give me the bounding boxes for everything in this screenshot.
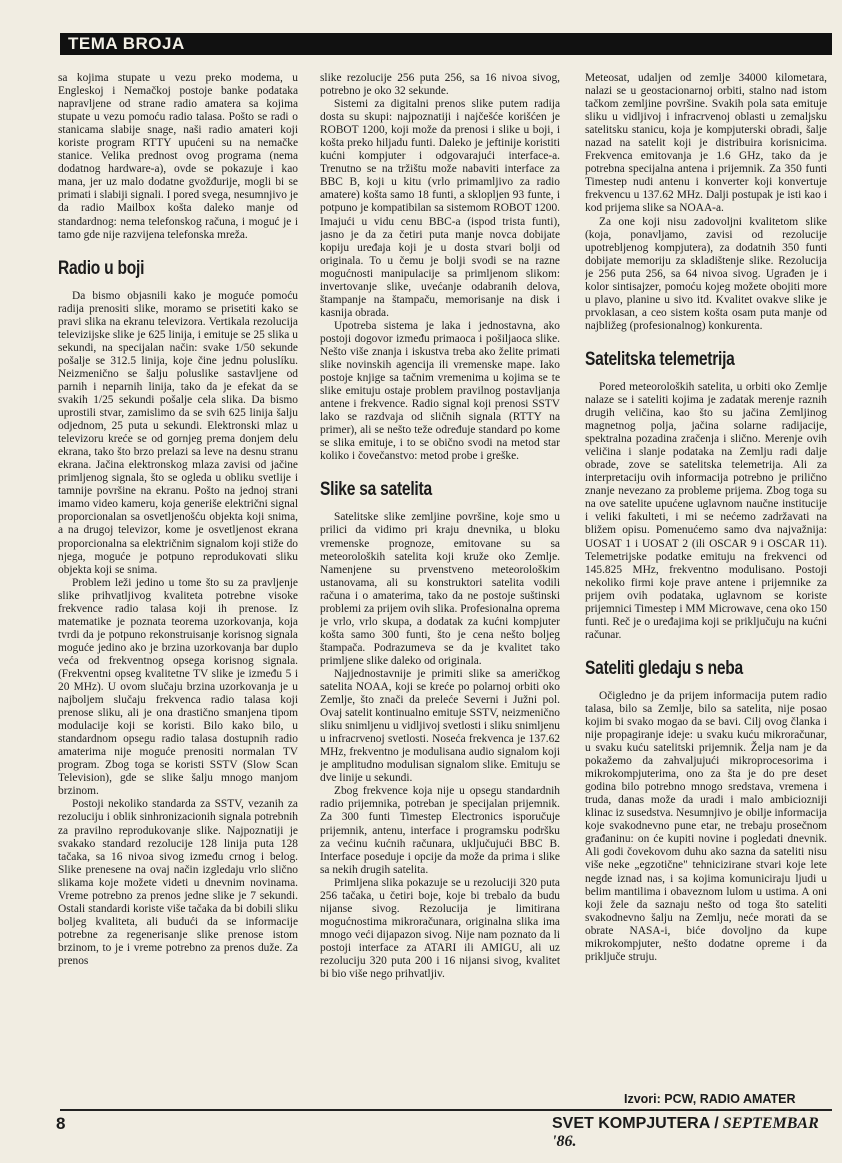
paragraph: Postoji nekoliko standarda za SSTV, vezanih za rezoluciju i oblik sinhronizacionih signala potrebnih za pravilno reprodukovanje slike. Najpoznatiji je svakako standard rezolucije 128 linija puta 128 tačaka, sa 16 nivoa sivog između crnog i belog. Slike prenesene na ovaj način izgledaju vrlo slično slikama koje možete videti u dnevnim novinama. Vreme potrebno za prenos jedne slike je 7 sekundi. Ostali standardi koriste više tačaka da bi dobili sliku boljeg kvaliteta, ali budući da se informacije potrebne za regenerisanje slike prenose istom brzinom, to je i vreme potrebno za prenos duže. Za prenos [58,798,298,967]
paragraph: Meteosat, udaljen od zemlje 34000 kilometara, nalazi se u geostacionarnoj orbiti, stalno nad istom tačkom zemljine površine. Svakih pola sata emituje sliku u vidljivoj i infracrvenoj oblasti u zemaljsku satelitsku stanicu, koja je kompjuterski obradi, šalje nazad na satelit koji je distribuira korisnicima. Frekvenca emitovanja je 1.6 GHz, tako da je potrebna specijalna antena i prijemnik. Za 350 funti Timestep nudi antenu i konverter koji konvertuje frekvencu u 137.62 MHz. Dalji postupak je isti kao i kod prijema slike sa NOAA-a. [585,72,827,215]
paragraph: Pored meteoroloških satelita, u orbiti oko Zemlje nalaze se i sateliti kojima je zadatak merenje raznih drugih veličina, kao što su jačina Zemljinog magnetnog polja, jačina solarne radijacije, spektralna pozadina zračenja i slično. Merenje ovih veličina i slanje podataka na Zemlju radi dalje obrade, zove se satelitska telemetrija. Ali za interpretaciju ovih informacija potrebno je prilično znanje nevezano za probleme prijema. Zbog toga su na ove satelite upućene uglavnom naučne institucije i veliki fakulteti, i mi se nećemo zadržavati na bližem opisu. Pomenućemo samo dva najvažnija: UOSAT 1 i UOSAT 2 (ili OSCAR 9 i OSCAR 11). Telemetrijske podatke emituju na frekvenci od 145.825 MHz, frekventno modulisano. Postoji nekoliko firmi koje prave antene i prijemnike za prijem ovih podataka, uglavnom se koriste prijemnici Timestep i MM Microwave, cena oko 150 funti. Reč je o uređajima koji se priključuju na kućni računar. [585,380,827,641]
column-3 [585,72,827,1072]
footer-rule [60,1109,832,1111]
section-label: TEMA BROJA [68,34,185,53]
magazine-footer [552,1115,842,1151]
paragraph: Očigledno je da prijem informacija putem radio talasa, bilo sa Zemlje, bilo sa satelita, nije posao kojim bi svako mogao da se bavi. Cilj ovog članka i nije propagiranje ideje: u svaku kuću mikroračunar, u svaku kuću satelitski prijemnik. Želja nam je da pokažemo da zahvaljujući mikroprocesorima i mikrokompjuterima, ono za šta je do pre deset godina bilo potrebno mnogo sredstava, vremena i truda, danas može da uradi i malo ambiciozniji klinac iz susedstva. Nesumnjivo je obilje informacija koje svakodnevno pune etar, ne trebaju prosečnom građaninu: on će kupiti novine i pogledati dnevnik. Ali godi čovekovom duhu ako sazna da sateliti nisu više neke „egzotične" tehnicizirane stvari koje lete negde iznad nas, i sa kojima komuniciraju ljudi u belim mantilima i obaveznom lulom u ustima. A oni koji žele da saznaju nešto od toga što sateliti svakodnevno šalju na Zemlju, neće morati da se obrate NASA-i, biće dovoljno da kupe mikrokompjuter, nešto dodatne opreme i da priključe struju. [585,689,827,963]
footer-separator: / [714,1115,719,1132]
column-1 [58,72,298,1072]
section-header-bar [60,33,832,55]
paragraph: Najjednostavnije je primiti slike sa američkog satelita NOAA, koji se kreće po polarnoj orbiti oko Zemlje, što znači da preleće Severni i Južni pol. Ovaj satelit kontinualno emituje SSTV, neizmenično sliku snimljenu u vidljivoj svetlosti i sliku snimljenu u infracrvenoj svetlosti. Noseća frekvenca je 137.62 MHz, frekventno je modulisana audio signalom koji je amplitudno modulisan signalom slike. Emituju se dve linije u sekundi. [320,667,560,785]
paragraph: Upotreba sistema je laka i jednostavna, ako postoji dogovor između primaoca i pošiljaoca slike. Nešto više znanja i iskustva treba ako želite primati slike novinskih agencija ili vremenske mape. Iako postoje knjige sa tačnim vremenima u kojima se te slike emituju ostaje problem pravilnog postavljanja antene i frekvence. Radio signal koji prenosi SSTV lako se razdvaja od sličnih signala (RTTY na primer), ali se nešto teže određuje standard po kome se slika emituje, i to se obično svodi na metod star koliko i čovečanstvo: metod probe i greške. [320,319,560,463]
heading-radio-u-boji: Radio u boji [58,257,145,279]
paragraph: Zbog frekvence koja nije u opsegu standardnih radio prijemnika, potreban je specijalan prijemnik. Za 300 funti Timestep Electronics isporučuje prijemnik, antenu, interface i programsku podršku za većinu kućnih računara, uključujući BBC B. Interface poseduje i opcije da može da prima i slike sa nekih drugih satelita. [320,785,560,876]
paragraph: Sistemi za digitalni prenos slike putem radija dosta su skupi: najpoznatiji i najčešće korišćen je ROBOT 1200, koji može da prenosi i slike u boji, i košta preko hiljadu funti. Daleko je jeftinije koristiti kućni kompjuter i odgovarajući interface-a. Trenutno se na tržištu može nabaviti interface za BBC B, koji u kitu (vrlo primamljivo za radio amatere) košta samo 18 funti, a sklopljen 93 funte, i potpuno je kompatibilan sa sistemom ROBOT 1200. Imajući u vidu cenu BBC-a (ispod trista funti), jasno je da za četiri puta manje novca dobijate kopiju uređaja koji je u dosta stvari bolji od originala. To u čemu je bolji svodi se na razne mogućnosti manipulacije sa primljenom slikom: invertovanje slike, uvećanje odabranih delova, štampanje na štampaču, memorisanje na disk i kasnija obrada. [320,98,560,319]
paragraph: Da bismo objasnili kako je moguće pomoću radija prenositi slike, moramo se prisetiti kako se pravi slika na ekranu televizora. Vertikala rezolucija televizijske slike je 625 linija, i emituje se 25 slika u sekundi, na specijalan način: svake 1/50 sekunde pošalje se 312.5 linija, koje čine jednu poluslíku. Neizmenično se šalju poluslike sastavljene od parnih i neparnih linija, tako da je efekat da se svakih 1/25 sekundi pošalje cela slika. Da bismo uprostili stvar, zamislimo da se svih 625 linija šalju odjednom, 25 puta u sekundi. Elektronski mlaz u televizoru kreće se od gornjeg prema donjem delu ekrana, tako što brzo prelazi sa leve na desnu stranu ekrana. Jačina elektronskog mlaza zavisi od jačine primljenog signala, što se ogleda u obliku svetlije i tamnije površine na ekranu. Pošto na jednoj strani imamo video kameru, koja generiše električni signal proporcionalan sa osvetljenošću objekta koji snima, a na drugoj televizor, kome je osvetljenost ekrana proporcionalna sa električnim signalom koji stiže do njega, moguće je potpuno reprodukovati sliku objekta koji se snima. [58,289,298,576]
magazine-name: SVET KOMPJUTERA [552,1115,711,1132]
heading-satelitska-telemetrija: Satelitska telemetrija [585,348,735,370]
column-2 [320,72,560,1072]
paragraph: Problem leži jedino u tome što su za pravljenje slike prihvatljivog kvaliteta potrebne visoke frekvence radio talasa koji ih prenose. Iz matematike je poznata teorema uzorkovanja, koja tvrdi da je potpuno rekonstruisanje korisnog signala moguće jedino ako je brzina uzorkovanja bar duplo veća od frekventnog opsega korisnog signala. (Frekventni opseg kvalitetne TV slike je između 5 i 20 MHz). U ovom slučaju brzina uzorkovanja je u najboljem slučaju frekvenca radio talasa koji prenose sliku, ali je ona drastično smanjena tipom modulacije koji se koristi. Bilo kako bilo, u standardnom opsegu radio talasa dostupnih radio amaterima nije moguće prenositi normalan TV program. Zbog toga se koristi SSTV (Slow Scan Television), gde se slike šalju mnogo manjom brzinom. [58,576,298,798]
sources-credit: Izvori: PCW, RADIO AMATER [624,1092,796,1106]
paragraph: slike rezolucije 256 puta 256, sa 16 nivoa sivog, potrebno je oko 32 sekunde. [320,72,560,98]
paragraph: Satelitske slike zemljine površine, koje smo u prilici da vidimo pri kraju dnevnika, u bloku vremenske prognoze, emitovane su sa meteoroloških satelita koji kruže oko Zemlje. Namenjene su prvenstveno meteorološkim ustanovama, ali su konstruktori satelita vodili računa i o amaterima, tako da ne postoje suštinski problemi za prijem ovih slika. Profesionalna oprema je vrlo, vrlo skupa, a dodatak za kućni kompjuter košta samo 300 funti, što je cena nešto boljeg štampača. Podrazumeva se da je kvalitet tako primljene slike daleko od originala. [320,511,560,667]
page-number: 8 [56,1114,66,1133]
paragraph: Za one koji nisu zadovoljni kvalitetom slike (koja, ponavljamo, zavisi od rezolucije upotrebljenog kompjutera), za dodatnih 350 funti dobijate memoriju za skladištenje slike. Rezolucija je 256 puta 256, sa 64 nivoa sivog. Ugrađen je i kolor sintisajzer, pomoću kojeg možete obojiti more u plavo, planine u sivo itd. Kvalitet ovakve slike je prvoklasan, a ceo sistem košta osam puta manje od najbližeg (profesionalnog) konkurenta. [585,215,827,332]
heading-sateliti-gledaju-s-neba: Sateliti gledaju s neba [585,657,743,679]
issue-date: SEPTEMBAR '86. [552,1115,819,1150]
heading-slike-sa-satelita: Slike sa satelita [320,479,432,501]
paragraph: sa kojima stupate u vezu preko modema, u Engleskoj i Nemačkoj postoje banke podataka napravljene od strane radio amatera sa kojima stupate u vezu pomoću radio talasa. Pošto se radi o stanicama slabije snage, naši radio amateri koji koriste program RTTY upućeni su na nemačke stanice. Velika prednost ovog programa (nema dodatnog hardware-a), ovde se pokazuje i kao mana, jer uz malo dodatne gvožđurije, mogli bi se primati i slabiji signali. I pored svega, nesumnjivo je da radio Mailbox košta daleko manje od standardnog: nema telefonskog računa, i moguć je i tamo gde nije razvijena telefonska mreža. [58,72,298,241]
paragraph: Primljena slika pokazuje se u rezoluciji 320 puta 256 tačaka, u četiri boje, koje bi trebalo da budu nijanse sivog. Rezolucija je limitirana mogućnostima mikroračunara, originalna slika ima mnogo veći dijapazon sivog. Nije nam poznato da li postoji interface za ATARI ili AMIGU, ali uz rezoluciju 320 puta 200 i 16 nijansi sivog, kvalitet bi bio više nego prihvatljiv. [320,876,560,981]
